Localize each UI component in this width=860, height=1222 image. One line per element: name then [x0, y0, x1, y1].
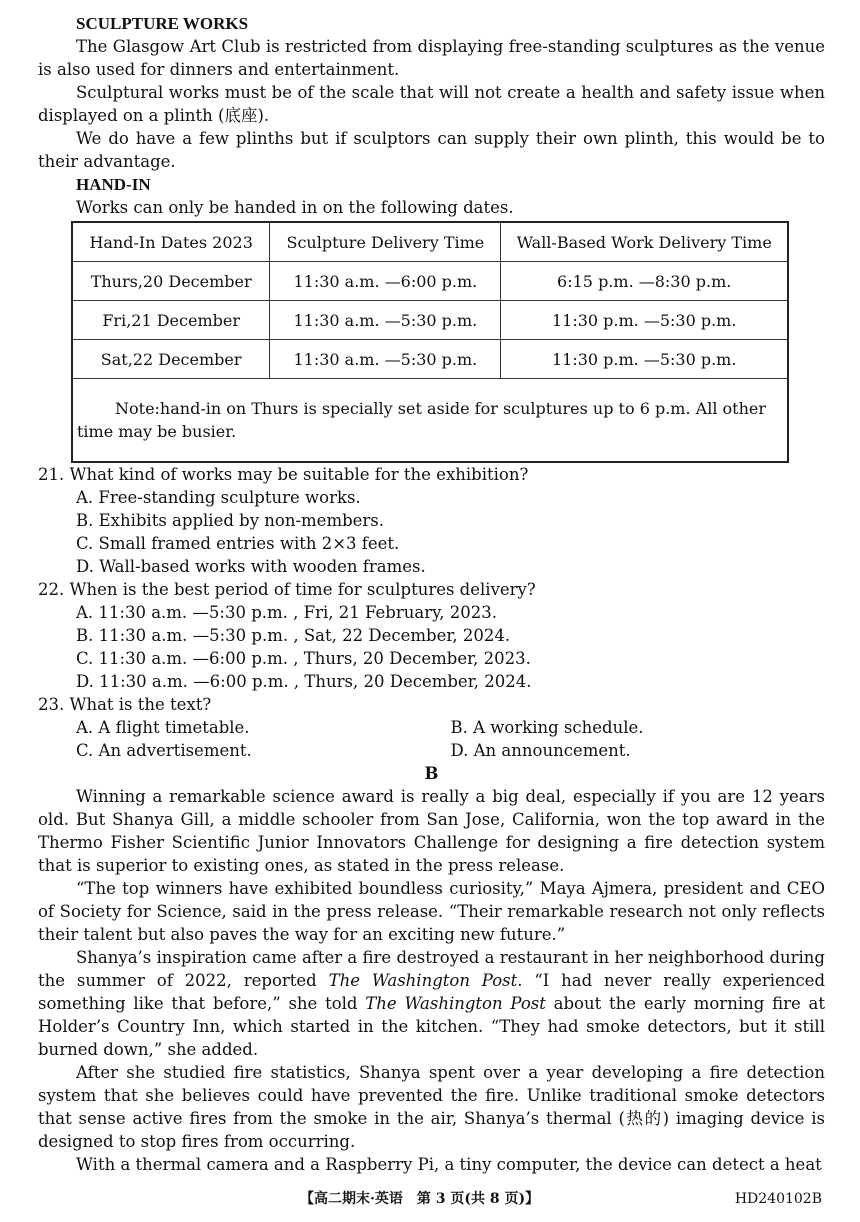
section-heading-handin: HAND-IN: [76, 175, 151, 194]
question-option: B. Exhibits applied by non-members.: [76, 511, 385, 530]
table-note-row: [72, 379, 788, 463]
page-footer: [0, 1188, 860, 1210]
table-cell: 11:30 a.m. —5:30 p.m.: [270, 301, 501, 340]
paragraph: Winning a remarkable science award is really a big deal, especially if you are 12 years old. But Shanya Gill, a middle schooler from San Jose, California, won the top award in the Thermo Fisher Scientific Junior Innovators Challenge for designing a fire detection system that is superior to existing ones, as stated in the press release.: [38, 787, 825, 875]
question-option: A. 11:30 a.m. —5:30 p.m. , Fri, 21 February, 2023.: [76, 603, 497, 622]
document-page: [38, 12, 825, 1176]
option-row: [38, 739, 825, 762]
question-stem: 22. When is the best period of time for sculptures delivery?: [38, 580, 536, 599]
table-cell: 11:30 p.m. —5:30 p.m.: [501, 301, 788, 340]
table-cell: 11:30 p.m. —5:30 p.m.: [501, 340, 788, 379]
paragraph: “The top winners have exhibited boundless curiosity,” Maya Ajmera, president and CEO of Society for Science, said in the press release. “Their remarkable research not only reflects their talent but also paves the way for an exciting new future.”: [38, 879, 825, 944]
text-run: . “I had never really experienced something like that before,” she told: [38, 971, 826, 1013]
table-row: [72, 340, 788, 379]
table-cell: 11:30 a.m. —5:30 p.m.: [270, 340, 501, 379]
question-stem: 23. What is the text?: [38, 695, 212, 714]
italic-title: The Washington Post: [328, 971, 518, 990]
handin-intro: Works can only be handed in on the following dates.: [76, 198, 514, 217]
paragraph: Sculptural works must be of the scale that will not create a health and safety issue when displayed on a plinth (底座).: [38, 83, 825, 125]
text-run: Shanya’s inspiration came after a fire destroyed a restaurant in her neighborhood during the summer of 2022, reported: [38, 948, 825, 990]
option-row: [38, 716, 825, 739]
table-cell: Fri,21 December: [72, 301, 270, 340]
question-option: B. 11:30 a.m. —5:30 p.m. , Sat, 22 December, 2024.: [76, 626, 511, 645]
italic-title: The Washington Post: [365, 994, 546, 1013]
question-option: D. An announcement.: [450, 741, 631, 760]
table-row: [72, 301, 788, 340]
question-option: B. A working schedule.: [450, 718, 644, 737]
question-stem: 21. What kind of works may be suitable for the exhibition?: [38, 465, 529, 484]
question-option: A. Free-standing sculpture works.: [76, 488, 361, 507]
paragraph: After she studied fire statistics, Shanya spent over a year developing a fire detection system that she believes could have prevented the fire. Unlike traditional smoke detectors that sense active fires from the smoke in the air, Shanya’s thermal (热的) imaging device is designed to stop fires from occurring.: [38, 1063, 825, 1151]
table-note: Note:hand-in on Thurs is specially set aside for sculptures up to 6 p.m. All other time may be busier.: [72, 379, 788, 463]
handin-table: [71, 221, 789, 463]
question-option: D. 11:30 a.m. —6:00 p.m. , Thurs, 20 December, 2024.: [76, 672, 532, 691]
paragraph: The Glasgow Art Club is restricted from displaying free-standing sculptures as the venue is also used for dinners and entertainment.: [38, 37, 825, 79]
question-option: C. 11:30 a.m. —6:00 p.m. , Thurs, 20 December, 2023.: [76, 649, 531, 668]
paragraph: With a thermal camera and a Raspberry Pi, a tiny computer, the device can detect a heat: [76, 1155, 822, 1174]
table-cell: Thurs,20 December: [72, 262, 270, 301]
footer-code: HD240102B: [734, 1191, 822, 1207]
table-cell: 11:30 a.m. —6:00 p.m.: [270, 262, 501, 301]
question-option: C. An advertisement.: [76, 741, 252, 760]
table-header: Sculpture Delivery Time: [270, 222, 501, 262]
table-row: [72, 262, 788, 301]
question-option: D. Wall-based works with wooden frames.: [76, 557, 426, 576]
section-heading-sculpture: SCULPTURE WORKS: [76, 14, 249, 33]
question-option: A. A flight timetable.: [76, 718, 250, 737]
table-header: Wall-Based Work Delivery Time: [501, 222, 788, 262]
question-option: C. Small framed entries with 2×3 feet.: [76, 534, 400, 553]
passage-label: B: [424, 764, 439, 783]
table-cell: Sat,22 December: [72, 340, 270, 379]
table-header: Hand-In Dates 2023: [72, 222, 270, 262]
table-header-row: [72, 222, 788, 262]
paragraph: [38, 946, 825, 1061]
table-cell: 6:15 p.m. —8:30 p.m.: [501, 262, 788, 301]
text-run: about the early morning fire at Holder’s Country Inn, which started in the kitchen. “They had smoke detectors, but it still burned down,” she added.: [38, 994, 825, 1059]
footer-page-info: 【高二期末·英语 第 3 页(共 8 页)】: [300, 1191, 540, 1207]
paragraph: We do have a few plinths but if sculptors can supply their own plinth, this would be to their advantage.: [38, 129, 825, 171]
